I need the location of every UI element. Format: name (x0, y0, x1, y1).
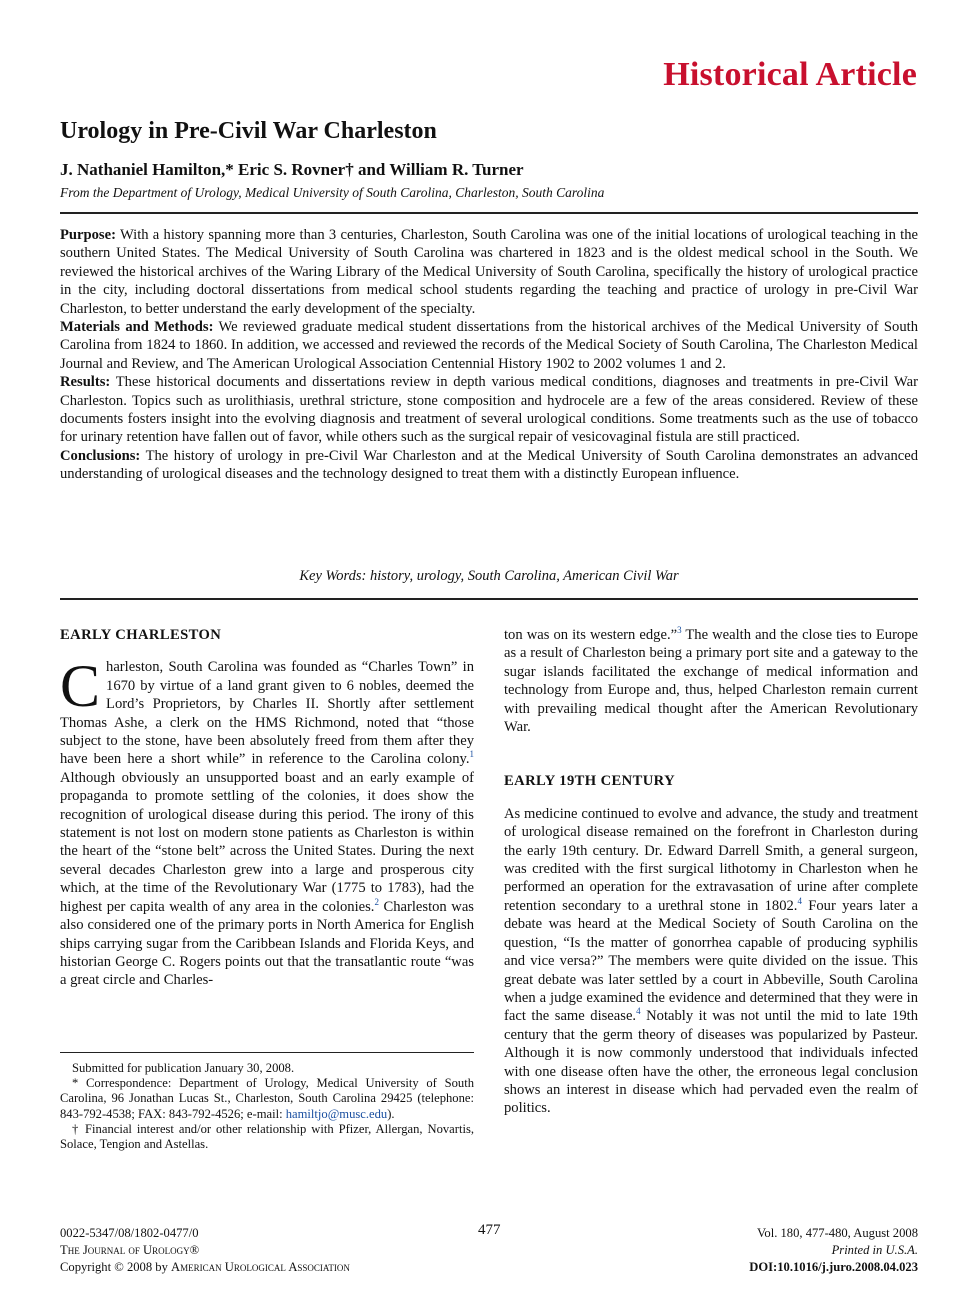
paragraph-early-charleston (60, 653, 474, 989)
results-text: These historical documents and dissertations review in depth various medical conditions, diagnoses and treatments in pre-Civil War Charleston. Topics such as urolithiasis, urethral stricture, stone composition and hydrocele are a few of the areas considered. Review of these documents fosters insight into the evolving diagnosis and treatment of several urological conditions. Some treatments such as the use of tobacco for urinary retention have fallen out of favor, while others such as the surgical repair of vesicovaginal fistula are still practiced. (60, 374, 918, 446)
purpose-text: With a history spanning more than 3 centuries, Charleston, South Carolina was one of the initial locations of urological teaching in the southern United States. The Medical University of South Carolina was chartered in 1823 and is the oldest medical school in the South. We reviewed the historical archives of the Waring Library of the Medical University of South Carolina, specifically the history of urological practice in the city, including doctoral dissertations from medical school students regarding the teaching and practice of urology in pre-Civil War Charleston, to better understand the early development of the specialty. (60, 227, 918, 317)
results-label: Results: (60, 374, 111, 391)
section-heading-early-charleston: EARLY CHARLESTON (60, 627, 222, 643)
text-run: harleston, South Carolina was founded as “Charles Town” in 1670 by virtue of a land grant given to 6 nobles, deemed the Lord’s Proprietors, by Charles II. Shortly after settlement Thomas Ashe, a clerk on the HMS Richmond, noted that “those subject to the stone, have been absolutely freed from them after they have been here a short while” in reference to the Carolina colony. (60, 659, 474, 768)
email-link[interactable]: hamiltjo@musc.edu (285, 1106, 388, 1121)
abstract-methods (60, 318, 918, 373)
text-run: ton was on its western edge.” (504, 627, 678, 643)
section-heading-early-19th: EARLY 19TH CENTURY (504, 773, 676, 790)
section-label: Historical Article (663, 56, 917, 93)
paragraph-continued (504, 626, 918, 736)
footer-left (60, 1225, 350, 1276)
left-column (60, 626, 474, 990)
text-run: As medicine continued to evolve and advance, the study and treatment of urological disease remained on the forefront in Charleston during the early 19th century. Dr. Edward Darrell Smith, a general surgeon, was credited with the first surgical lithotomy in Charleston when he performed an operation for the extravasation of urine after complete retention secondary to a urethral stone in 1802. (504, 805, 918, 914)
text-run: * Correspondence: Department of Urology, Medical University of South Carolina, 96 Jonathan Lucas St., Charleston, South Carolina 29425 (telephone: 843-792-4538; FAX: 843-792-4526; e-mail: (60, 1076, 474, 1121)
volume-info: Vol. 180, 477-480, August 2008 (756, 1226, 918, 1240)
footnote-correspondence (60, 1076, 474, 1122)
keywords: Key Words: history, urology, South Carolina, American Civil War (299, 568, 679, 584)
methods-label: Materials and Methods: (60, 319, 214, 336)
abstract (60, 226, 918, 484)
copyright-org: American Urological Association (171, 1260, 350, 1274)
conclusions-label: Conclusions: (60, 447, 141, 464)
ref-link-3[interactable]: 3 (677, 625, 682, 636)
abstract-bottom-rule (60, 598, 918, 600)
abstract-purpose (60, 226, 918, 318)
issn: 0022-5347/08/1802-0477/0 (60, 1226, 199, 1240)
authors: J. Nathaniel Hamilton,* Eric S. Rovner† and William R. Turner (60, 160, 524, 179)
top-rule (60, 212, 918, 214)
text-run: Notably it was not until the mid to late 19th century that the germ theory of diseases was popularized by Pasteur. Although it is now commonly understood that individuals infected with one disease often have the other, the erroneous legal conclusion shows an interest in disease which had pervaded even the realm of politics. (504, 1008, 919, 1117)
text-run: Four years later a debate was heard at the Medical Society of South Carolina on the question, “Is the matter of gonorrhea capable of producing syphilis and vice versa?” The members were quite divided on the issue. This great debate was later settled by a court in Abbeville, South Carolina when a judge examined the evidence and determined that they were in fact the same disease. (504, 897, 918, 1025)
text-run: The wealth and the close ties to Europe as a result of Charleston being a primary port site and a gateway to the sugar islands facilitated the exchange of medical information and technology from Europe and, thus, helped Charleston remain current with prevailing medical thought after the American Revolutionary War. (504, 627, 918, 736)
footer-right (749, 1225, 918, 1276)
ref-link-4b[interactable]: 4 (636, 1006, 641, 1017)
printed-in: Printed in U.S.A. (831, 1243, 918, 1257)
article-title: Urology in Pre-Civil War Charleston (60, 118, 437, 144)
conclusions-text: The history of urology in pre-Civil War Charleston and at the Medical University of South Carolina demonstrates an advanced understanding of urological diseases and the technology designed to treat them with a distinctly European influence. (60, 447, 918, 483)
copyright (60, 1259, 350, 1276)
affiliation: From the Department of Urology, Medical University of South Carolina, Charleston, South Carolina (60, 185, 605, 200)
ref-link-1[interactable]: 1 (469, 749, 474, 760)
drop-cap: C (60, 653, 101, 720)
ref-link-2[interactable]: 2 (374, 896, 379, 907)
page-number: 477 (478, 1222, 501, 1238)
text-run: ). (387, 1106, 395, 1121)
journal-name: The Journal of Urology® (60, 1243, 200, 1257)
footnotes (60, 1052, 474, 1152)
abstract-results (60, 373, 918, 447)
footnote-financial: † Financial interest and/or other relationship with Pfizer, Allergan, Novartis, Solace, Tengion and Astellas. (60, 1121, 474, 1152)
footnote-submitted: Submitted for publication January 30, 2008. (72, 1061, 295, 1075)
right-column (504, 626, 918, 1118)
ref-link-4a[interactable]: 4 (797, 896, 802, 907)
text-run: Charleston was also considered one of the primary ports in North America for English ships carrying sugar from the Caribbean Islands and Florida Keys, and historian George C. Rogers points out that the transatlantic route “was a great circle and Charles- (60, 898, 474, 989)
paragraph-early-19th (504, 805, 918, 1118)
text-run: Although obviously an unsupported boast and an early example of propaganda to promote settling of the colonies, it does show the recognition of urological disease during this period. The irony of this statement is not lost on modern stone patients as Charleston is within the heart of the “stone belt” across the United States. During the next several decades Charleston grew into a large and prosperous city which, at the time of the Revolutionary War (1775 to 1783), had the highest per capita wealth of any area in the colonies. (60, 769, 474, 915)
methods-text: We reviewed graduate medical student dissertations from the historical archives of the Medical University of South Carolina from 1824 to 1860. In addition, we accessed and reviewed the records of the Medical Society of South Carolina, The Charleston Medical Journal and Review, and The American Urological Association Centennial History 1902 to 2002 volumes 1 and 2. (60, 319, 918, 372)
purpose-label: Purpose: (60, 227, 116, 243)
text-run: Copyright © 2008 by (60, 1260, 172, 1274)
doi-link[interactable]: DOI:10.1016/j.juro.2008.04.023 (749, 1260, 918, 1274)
abstract-conclusions (60, 447, 918, 484)
